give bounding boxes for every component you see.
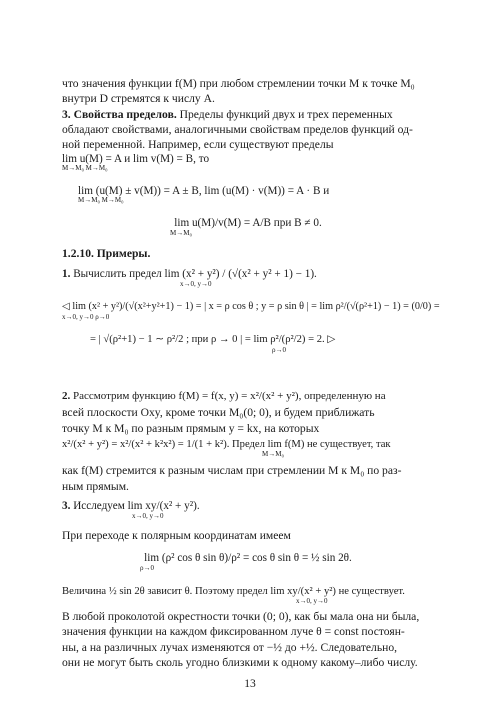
text-line: обладают свойствами, аналогичными свойствам пределов функций од-: [62, 123, 413, 136]
text-line: что значения функции f(M) при любом стремлении точки M к точке M₀: [62, 77, 415, 90]
text-line: как f(M) стремится к разным числам при стремлении M к M₀ по раз-: [62, 464, 402, 477]
formula-subscript: ρ→0: [272, 346, 286, 354]
text-fragment: Пределы функций двух и трех переменных: [176, 108, 393, 121]
formula-subscript: ρ→0: [140, 564, 154, 572]
text-fragment: Вычислить предел lim (x² + y²) / (√(x² + y² + 1) − 1).: [70, 268, 317, 280]
example-line: [62, 499, 434, 514]
formula-subscript: M→M₀ M→M₀: [62, 164, 108, 172]
text-line: При переходе к полярным координатам имеем: [62, 529, 291, 542]
text-line: значения функции на каждом фиксированном луче θ = const постоян-: [62, 625, 405, 638]
formula-line: = | √(ρ²+1) − 1 ∼ ρ²/2 ; при ρ → 0 | = lim ρ²/(ρ²/2) = 2. ▷: [90, 334, 336, 345]
formula-subscript: x→0, y→0: [180, 280, 212, 288]
text-line: ны, а на различных лучах изменяются от −½ до +½. Следовательно,: [62, 641, 398, 654]
formula-line: lim u(M) = A и lim v(M) = B, то: [62, 153, 210, 165]
formula-subscript: x→0, y→0 ρ→0: [62, 313, 110, 321]
formula-line: ◁ lim (x² + y²)/(√(x²+y²+1) − 1) = | x = ρ cos θ ; y = ρ sin θ | = lim ρ²/(√(ρ²+1) − 1) = (0/0) =: [62, 301, 440, 312]
subsection-heading: 3. Свойства пределов.: [62, 108, 177, 121]
formula-line: lim (u(M) ± v(M)) = A ± B, lim (u(M) · v(M)) = A · B и: [78, 185, 330, 197]
example-line: [62, 389, 434, 404]
example-number: 2.: [62, 390, 71, 402]
text-line: они не могут быть сколь угодно близкими к одному какому–либо числу.: [62, 656, 418, 669]
text-line: [62, 107, 434, 122]
formula-subscript: M→M₀ M→M₀: [78, 196, 124, 204]
formula-subscript: M→M₀: [170, 229, 192, 237]
page-number: 13: [244, 677, 256, 690]
formula-subscript: x→0, y→0: [296, 597, 328, 605]
formula-subscript: x→0, y→0: [132, 512, 164, 520]
formula-line: x²/(x² + y²) = x²/(x² + k²x²) = 1/(1 + k²). Предел lim f(M) не существует, так: [62, 439, 391, 450]
text-line: всей плоскости Oxy, кроме точки M₀(0; 0), и будем приближать: [62, 406, 375, 419]
example-number: 1.: [62, 268, 71, 280]
formula-line: lim u(M)/v(M) = A/B при B ≠ 0.: [174, 217, 322, 229]
formula-line: lim (ρ² cos θ sin θ)/ρ² = cos θ sin θ = ½ sin 2θ.: [144, 552, 352, 564]
example-number: 3.: [62, 500, 71, 512]
text-fragment: Рассмотрим функцию f(M) = f(x, y) = x²/(x² + y²), определенную на: [70, 390, 386, 402]
text-line: точку M к M₀ по разным прямым y = kx, на которых: [62, 422, 320, 435]
formula-line: Величина ½ sin 2θ зависит θ. Поэтому предел lim xy/(x² + y²) не существует.: [62, 586, 405, 597]
text-line: внутри D стремятся к числу A.: [62, 92, 215, 105]
formula-subscript: M→M₀: [262, 450, 284, 458]
text-fragment: Исследуем lim xy/(x² + y²).: [70, 500, 200, 512]
section-heading: 1.2.10. Примеры.: [62, 247, 151, 260]
text-line: В любой проколотой окрестности точки (0; 0), как бы мала она ни была,: [62, 610, 420, 623]
text-line: ной переменной. Например, если существуют пределы: [62, 138, 334, 151]
text-line: ным прямым.: [62, 480, 129, 493]
